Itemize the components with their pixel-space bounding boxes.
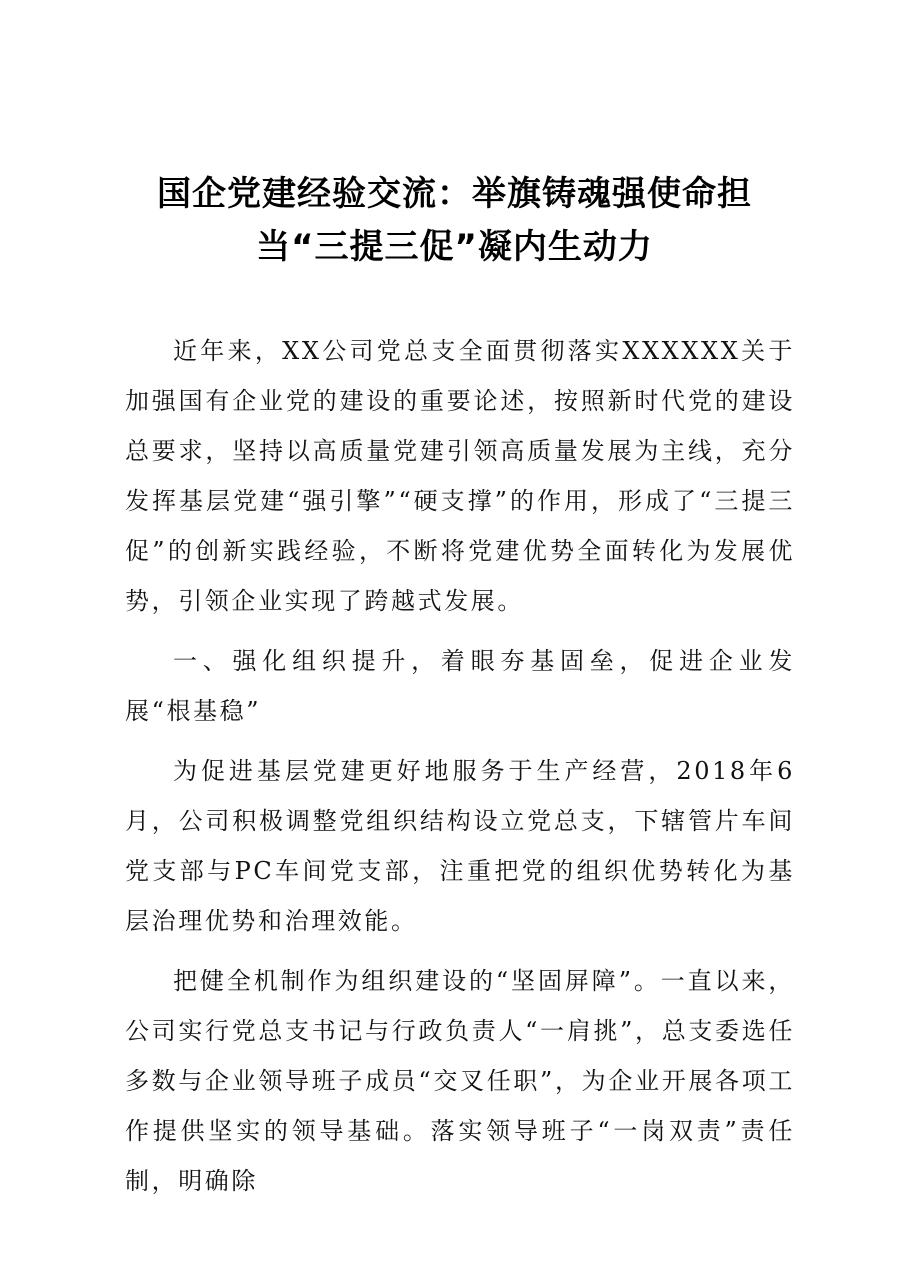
- document-title: 国企党建经验交流：举旗铸魂强使命担当“三提三促”凝内生动力: [157, 174, 752, 267]
- section-heading-one: 一、强化组织提升，着眼夯基固垒，促进企业发展“根基稳”: [125, 647, 795, 725]
- document-body: [125, 326, 795, 1216]
- mechanism-paragraph: 把健全机制作为组织建设的“坚固屏障”。一直以来，公司实行党总支书记与行政负责人“一肩挑”，总支委选任多数与企业领导班子成员“交叉任职”，为企业开展各项工作提供坚实的领导基础。落实领导班子“一岗双责”责任制，明确除: [125, 967, 795, 1195]
- organization-adjustment-paragraph: 为促进基层党建更好地服务于生产经营，2018年6月，公司积极调整党组织结构设立党总支，下辖管片车间党支部与PC车间党支部，注重把党的组织优势转化为基层治理优势和治理效能。: [125, 757, 795, 935]
- intro-paragraph: 近年来，XX公司党总支全面贯彻落实XXXXXX关于加强国有企业党的建设的重要论述，按照新时代党的建设总要求，坚持以高质量党建引领高质量发展为主线，充分发挥基层党建“强引擎”“硬支撑”的作用，形成了“三提三促”的创新实践经验，不断将党建优势全面转化为发展优势，引领企业实现了跨越式发展。: [125, 337, 795, 615]
